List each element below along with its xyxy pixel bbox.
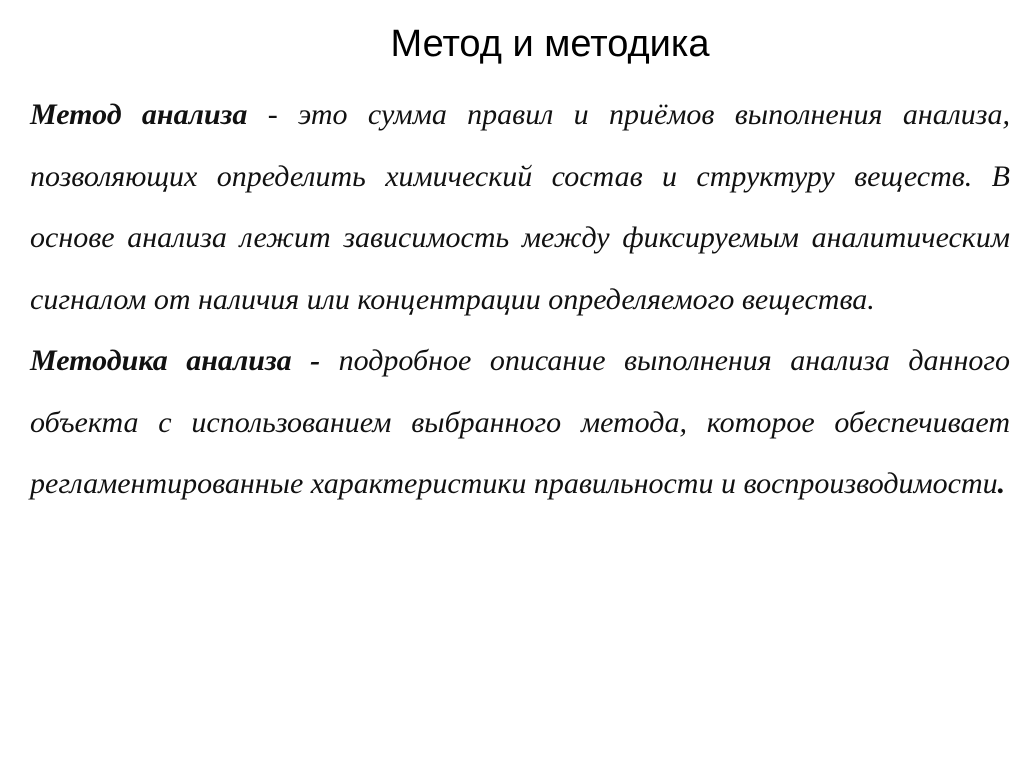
definition-methodology bbox=[30, 330, 1010, 515]
term-methodology: Методика анализа - bbox=[30, 344, 321, 377]
term-method: Метод анализа bbox=[30, 98, 248, 131]
slide-title: Метод и методика bbox=[390, 23, 710, 65]
slide-body bbox=[30, 84, 1010, 515]
separator-methodology bbox=[320, 344, 339, 377]
definition-methodology-end: . bbox=[997, 467, 1006, 500]
definition-method bbox=[30, 84, 1010, 330]
definition-methodology-text: подробное описание выполнения анализа данного объекта с использованием выбранного метода, которое обеспечивает регламентированные характеристики правильности и воспроизводимости bbox=[30, 344, 1011, 500]
separator-method: - bbox=[247, 98, 299, 131]
definition-method-text: это сумма правил и приёмов выполнения анализа, позволяющих определить химический состав и структуру веществ. В основе анализа лежит зависимость между фиксируемым аналитическим сигналом от наличия или концентрации определяемого вещества. bbox=[30, 98, 1010, 316]
